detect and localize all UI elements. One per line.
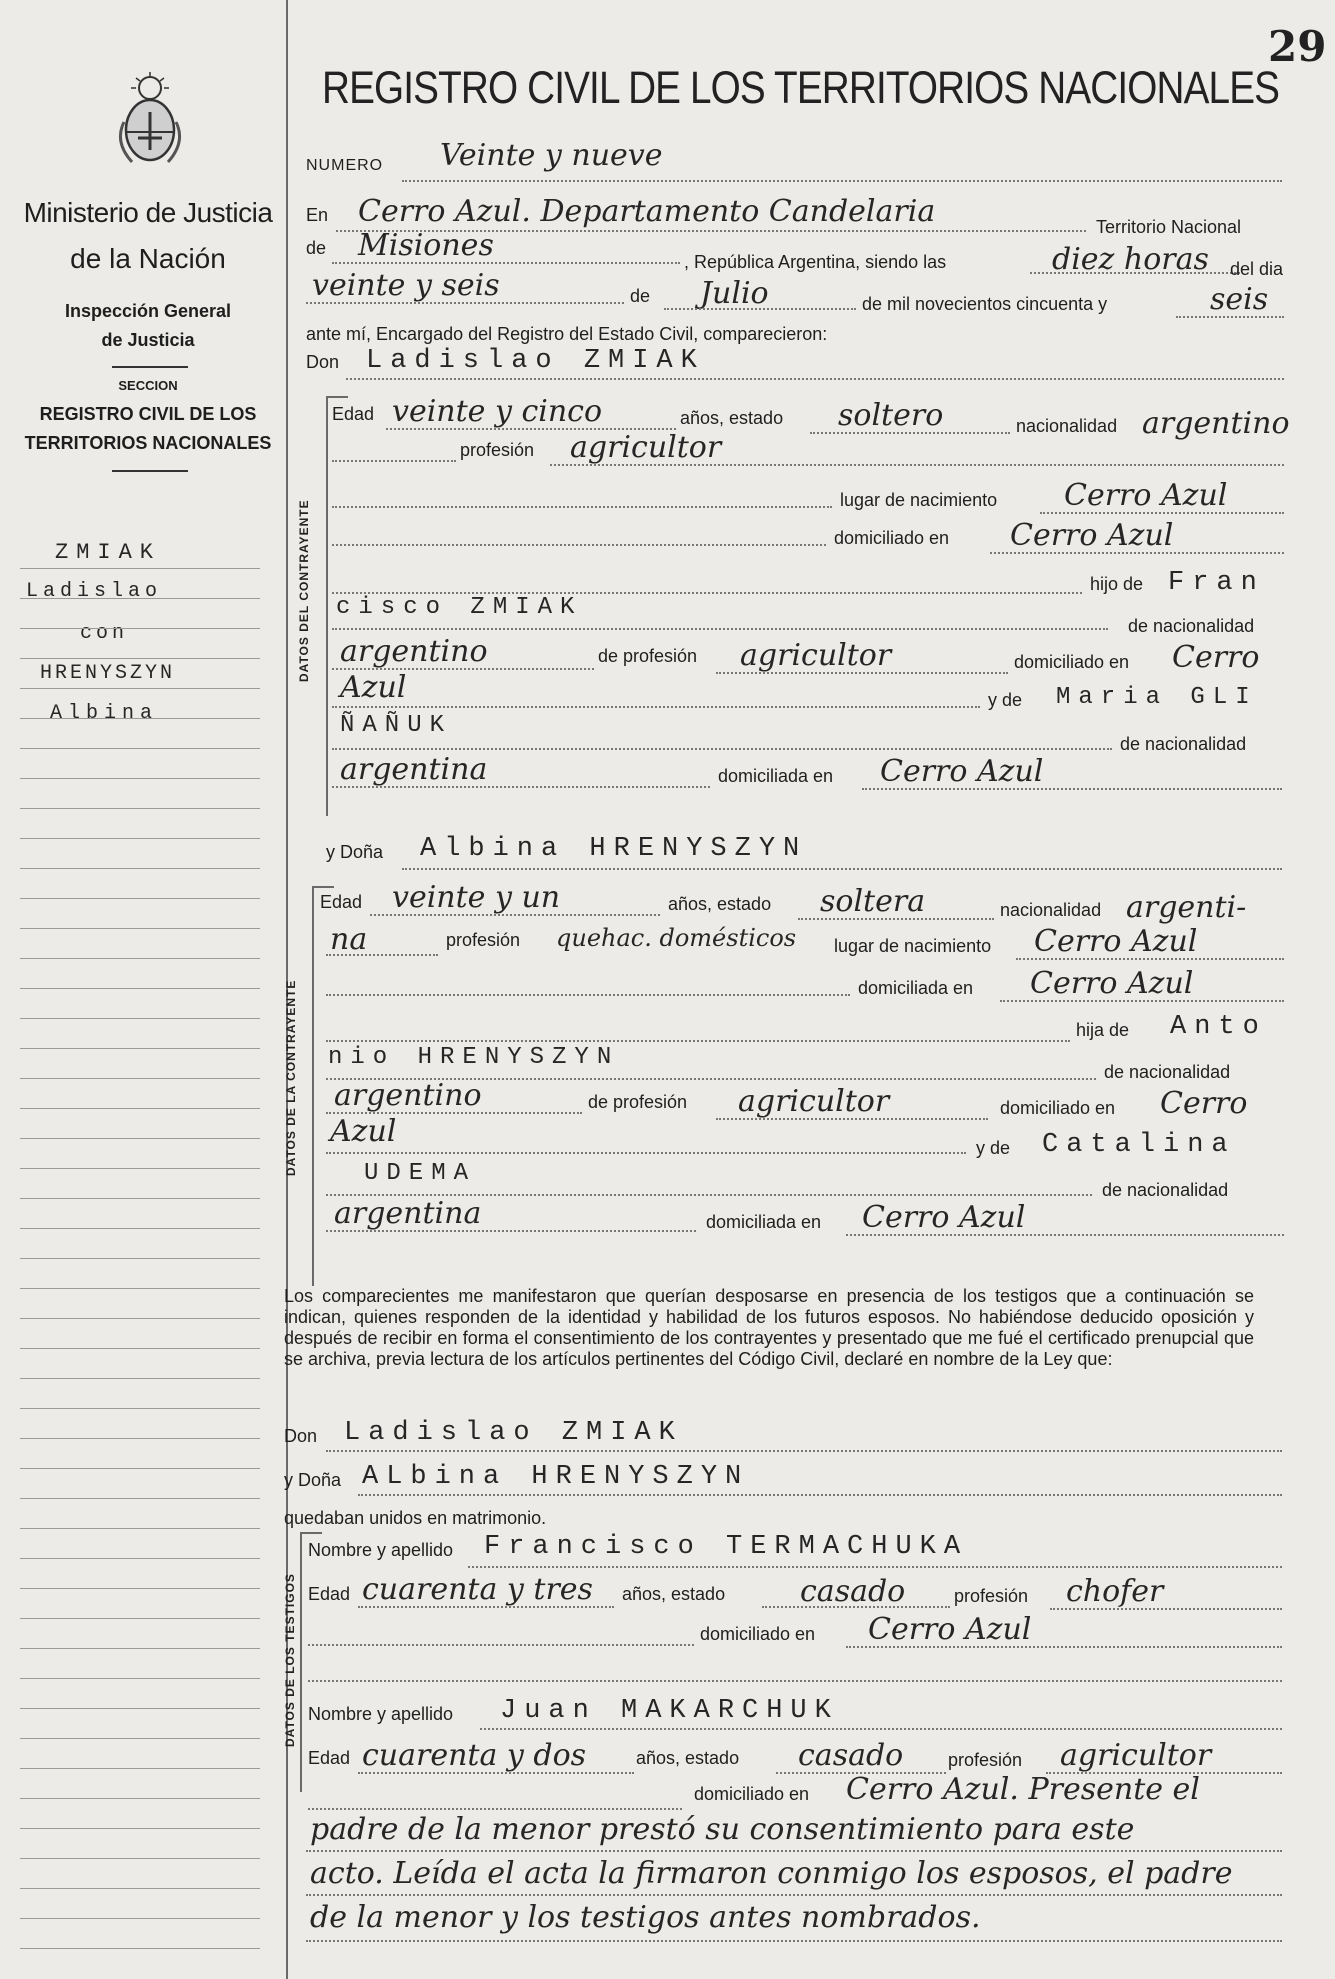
- margin-note-firstname: Ladislao: [26, 580, 163, 603]
- groom-father-name-b: cisco ZMIAK: [336, 594, 583, 621]
- groom-section-label: DATOS DEL CONTRAYENTE: [297, 499, 311, 682]
- bride-profession: quehac. domésticos: [556, 924, 797, 952]
- don2-dots: [326, 1450, 1282, 1452]
- bride-nacionalidad-label: nacionalidad: [1000, 900, 1102, 920]
- bride-block-bracket: [312, 886, 314, 1286]
- margin-ruled-line: [20, 1408, 260, 1409]
- groom-father-dom-label: domiciliado en: [1014, 652, 1130, 672]
- margin-ruled-line: [20, 1258, 260, 1259]
- bride-residence: Cerro Azul: [1030, 966, 1194, 1001]
- margin-ruled-line: [20, 808, 260, 809]
- declaration-paragraph: Los comparecientes me manifestaron que querían desposarse en presencia de los testigos que a continuación se indican, quienes responden de la identidad y habilidad de los futuros esposos. No habiéndose deducido oposición y después de recibir en forma el consentimiento de los contrayentes y presentado que me fué el certificado prenupcial que se archiva, previa lectura de los artículos pertinentes del Código Civil, declaré en nombre de la Ley que:: [284, 1286, 1254, 1369]
- territorio-label: Territorio Nacional: [1096, 217, 1242, 237]
- margin-ruled-line: [20, 838, 260, 839]
- margin-ruled-line: [20, 1378, 260, 1379]
- groom-domicilio-label: domiciliado en: [834, 528, 950, 548]
- groom-residence: Cerro Azul: [1010, 518, 1174, 553]
- margin-ruled-line: [20, 1018, 260, 1019]
- hour-dots: [1030, 272, 1240, 274]
- bride-civil-status: soltera: [820, 884, 926, 919]
- witness2-age: cuarenta y dos: [362, 1738, 587, 1773]
- margin-ruled-line: [20, 628, 260, 629]
- dona2-label: y Doña: [284, 1470, 342, 1490]
- margin-ruled-line: [20, 688, 260, 689]
- bride-father-dom-label: domiciliado en: [1000, 1098, 1116, 1118]
- witness1-estado-label: años, estado: [622, 1584, 726, 1604]
- section-title-2: TERRITORIOS NACIONALES: [24, 433, 272, 453]
- witness1-profession: chofer: [1066, 1574, 1164, 1609]
- bride-nationality-b: na: [330, 922, 368, 957]
- bride-mother-residence: Cerro Azul: [862, 1200, 1026, 1235]
- margin-ruled-line: [20, 1048, 260, 1049]
- margin-ruled-line: [20, 1468, 260, 1469]
- margin-ruled-line: [20, 1138, 260, 1139]
- groom-birthplace-dots: [1040, 512, 1284, 514]
- page-number: 29: [1268, 22, 1327, 71]
- witness1-age: cuarenta y tres: [362, 1572, 593, 1607]
- margin-ruled-line: [20, 1888, 260, 1889]
- groom-mother-label: y de: [988, 690, 1023, 710]
- margin-ruled-line: [20, 1678, 260, 1679]
- bride-father-prof-dots: [716, 1118, 988, 1120]
- witness1-prof-label: profesión: [954, 1586, 1029, 1606]
- year-label: de mil novecientos cincuenta y: [862, 294, 1108, 314]
- witness1-name: Francisco TERMACHUKA: [484, 1532, 969, 1562]
- inspection-title: Inspección General: [64, 301, 232, 321]
- groom-name-dots: [346, 378, 1284, 380]
- witness2-estado-label: años, estado: [636, 1748, 740, 1768]
- bride-mother-lead-dots: [326, 1152, 966, 1154]
- margin-ruled-line: [20, 1348, 260, 1349]
- witness-section-label: DATOS DE LOS TESTIGOS: [283, 1573, 297, 1747]
- margin-ruled-line: [20, 1288, 260, 1289]
- coat-of-arms-emblem: [112, 72, 188, 170]
- bride-father-residence-b: Azul: [330, 1114, 397, 1149]
- margin-ruled-line: [20, 778, 260, 779]
- margin-ruled-line: [20, 1948, 260, 1949]
- territory-value: Misiones: [358, 228, 494, 263]
- margin-ruled-line: [20, 1198, 260, 1199]
- bride-father-prof-label: de profesión: [588, 1092, 688, 1112]
- witness-block-top: [300, 1532, 322, 1534]
- numero-dots: [402, 180, 1282, 182]
- margin-ruled-line: [20, 1768, 260, 1769]
- margin-ruled-line: [20, 1918, 260, 1919]
- groom-profesion-label: profesión: [460, 440, 535, 460]
- margin-ruled-line: [20, 1588, 260, 1589]
- witness1-dom-label: domiciliado en: [700, 1624, 816, 1644]
- margin-note-surname-2: HRENYSZYN: [40, 662, 176, 685]
- margin-ruled-line: [20, 1228, 260, 1229]
- republica-label: , República Argentina, siendo las: [684, 252, 947, 272]
- bride-block-top: [312, 886, 334, 888]
- groom-father-residence-a: Cerro: [1172, 640, 1260, 675]
- bride-status-dots: [798, 918, 994, 920]
- bride-name: Albina HRENYSZYN: [420, 834, 808, 864]
- groom-mother-nationality: argentina: [340, 752, 488, 787]
- margin-note-surname: ZMIAK: [55, 540, 162, 565]
- year-value: seis: [1210, 282, 1269, 317]
- closing-line-2: acto. Leída el acta la firmaron conmigo los esposos, el padre: [310, 1856, 1233, 1891]
- margin-ruled-line: [20, 1108, 260, 1109]
- bride-domicilio-label: domiciliada en: [858, 978, 974, 998]
- witness2-name: Juan MAKARCHUK: [500, 1696, 839, 1726]
- ministry-title: Ministerio de Justicia: [23, 197, 273, 228]
- margin-ruled-line: [20, 1708, 260, 1709]
- margin-ruled-line: [20, 1438, 260, 1439]
- margin-ruled-line: [20, 988, 260, 989]
- bride-hija-lead-dots: [326, 1040, 1070, 1042]
- groom-mother-nac-label: de nacionalidad: [1120, 734, 1247, 754]
- margin-ruled-line: [20, 568, 260, 569]
- bride-name-declaration: ALbina HRENYSZYN: [362, 1462, 750, 1492]
- sidebar-divider-2: [112, 470, 188, 472]
- bride-mother-dom-label: domiciliada en: [706, 1212, 822, 1232]
- inspection-subtitle: de Justicia: [101, 330, 195, 350]
- don-label: Don: [306, 352, 340, 372]
- bride-father-name-a: Anto: [1170, 1012, 1267, 1042]
- groom-status-dots: [810, 432, 1010, 434]
- margin-ruled-line: [20, 1858, 260, 1859]
- groom-age: veinte y cinco: [392, 394, 603, 429]
- witness1-edad-label: Edad: [308, 1584, 351, 1604]
- groom-civil-status: soltero: [838, 398, 944, 433]
- numero-label: NUMERO: [306, 157, 384, 174]
- bride-profesion-label: profesión: [446, 930, 521, 950]
- bride-birthplace-dots: [1016, 958, 1284, 960]
- margin-ruled-line: [20, 1558, 260, 1559]
- margin-ruled-line: [20, 658, 260, 659]
- groom-father-name-a: Fran: [1168, 568, 1265, 598]
- groom-nacionalidad-label: nacionalidad: [1016, 416, 1118, 436]
- margin-note-firstname-2: Albina: [50, 702, 159, 725]
- witness1-residence: Cerro Azul: [868, 1612, 1032, 1647]
- year-dots: [1176, 316, 1284, 318]
- month-dots: [664, 308, 856, 310]
- ministry-subtitle: de la Nación: [70, 243, 226, 274]
- margin-ruled-line: [20, 1168, 260, 1169]
- bride-prof-lead-dots: [326, 954, 438, 956]
- witness2-age-dots: [358, 1772, 634, 1774]
- groom-profession: agricultor: [570, 430, 722, 465]
- groom-father-profession: agricultor: [740, 638, 892, 673]
- margin-ruled-line: [20, 1318, 260, 1319]
- dona-label: y Doña: [326, 842, 384, 862]
- closing-line-3: de la menor y los testigos antes nombrados.: [310, 1900, 981, 1935]
- sidebar-divider-1: [112, 366, 188, 368]
- witness2-edad-label: Edad: [308, 1748, 351, 1768]
- registry-header-title: REGISTRO CIVIL DE LOS TERRITORIOS NACIONALES: [322, 62, 1280, 113]
- witness1-name-dots: [468, 1566, 1282, 1568]
- territory-dots: [332, 262, 680, 264]
- numero-value: Veinte y nueve: [440, 138, 663, 173]
- groom-father-dots: [332, 628, 1108, 630]
- en-label: En: [306, 205, 329, 225]
- margin-ruled-line: [20, 1528, 260, 1529]
- groom-name: Ladislao ZMIAK: [366, 346, 705, 376]
- margin-ruled-line: [20, 1798, 260, 1799]
- bride-estado-label: años, estado: [668, 894, 772, 914]
- witness-block-bracket: [300, 1532, 302, 1792]
- bride-lugar-label: lugar de nacimiento: [834, 936, 992, 956]
- witness2-residence: Cerro Azul. Presente el: [846, 1772, 1200, 1807]
- witness1-dom-lead-dots: [308, 1644, 694, 1646]
- groom-block-bracket: [326, 396, 328, 816]
- groom-mother-residence: Cerro Azul: [880, 754, 1044, 789]
- groom-prof-dots: [550, 464, 1284, 466]
- day-value: veinte y seis: [312, 268, 500, 303]
- margin-ruled-line: [20, 1648, 260, 1649]
- margin-ruled-line: [20, 928, 260, 929]
- margin-ruled-line: [20, 748, 260, 749]
- bride-mother-name-a: Catalina: [1042, 1130, 1236, 1160]
- margin-ruled-line: [20, 1498, 260, 1499]
- section-title-1: REGISTRO CIVIL DE LOS: [39, 404, 257, 424]
- witness1-status-dots: [762, 1606, 950, 1608]
- groom-prof-lead-dots: [332, 460, 456, 462]
- closing-dots-1: [306, 1850, 1282, 1852]
- bride-father-nationality: argentino: [334, 1078, 482, 1113]
- groom-mother-lead-dots: [332, 706, 980, 708]
- margin-ruled-line: [20, 1828, 260, 1829]
- witness1-prof-dots: [1050, 1608, 1282, 1610]
- bride-mother-nationality: argentina: [334, 1196, 482, 1231]
- groom-residence-dots: [990, 552, 1284, 554]
- witness1-residence-dots: [846, 1646, 1282, 1648]
- margin-ruled-line: [20, 1738, 260, 1739]
- groom-mother-name-b: ÑAÑUK: [340, 712, 453, 739]
- groom-name-declaration: Ladislao ZMIAK: [344, 1418, 683, 1448]
- closing-dots-3: [306, 1940, 1282, 1942]
- margin-ruled-line: [20, 1078, 260, 1079]
- bride-father-nac-label: de nacionalidad: [1104, 1062, 1231, 1082]
- margin-ruled-line: [20, 898, 260, 899]
- witness2-prof-label: profesión: [948, 1750, 1023, 1770]
- bride-age-dots: [370, 914, 660, 916]
- bride-hija-label: hija de: [1076, 1020, 1130, 1040]
- margin-ruled-line: [20, 868, 260, 869]
- witness2-dom-label: domiciliado en: [694, 1784, 810, 1804]
- margin-note-con: con: [80, 622, 129, 645]
- margin-ruled-line: [20, 598, 260, 599]
- bride-mother-nac-dots: [326, 1230, 696, 1232]
- witness2-dom-lead-dots: [308, 1808, 682, 1810]
- bride-edad-label: Edad: [320, 892, 363, 912]
- witness1-age-dots: [358, 1606, 614, 1608]
- margin-ruled-line: [20, 958, 260, 959]
- groom-mother-dom-label: domiciliada en: [718, 766, 834, 786]
- hour-value: diez horas: [1052, 242, 1209, 277]
- groom-mother-res-dots: [862, 788, 1282, 790]
- groom-birthplace: Cerro Azul: [1064, 478, 1228, 513]
- bride-father-name-b: nio HRENYSZYN: [328, 1044, 620, 1071]
- dona2-dots: [358, 1494, 1282, 1496]
- groom-father-residence-b: Azul: [340, 670, 407, 705]
- bride-father-profession: agricultor: [738, 1084, 890, 1119]
- groom-block-top: [326, 396, 348, 398]
- bride-nationality-a: argenti-: [1126, 890, 1247, 925]
- groom-lugar-lead-dots: [332, 506, 832, 508]
- groom-father-nationality: argentino: [340, 634, 488, 669]
- witness2-name-dots: [480, 1728, 1282, 1730]
- del-dia-label: del dia: [1230, 259, 1284, 279]
- witness1-nombre-label: Nombre y apellido: [308, 1540, 454, 1560]
- groom-father-nac-label: de nacionalidad: [1128, 616, 1255, 636]
- bride-dom-lead-dots: [326, 994, 850, 996]
- groom-estado-label: años, estado: [680, 408, 784, 428]
- groom-edad-label: Edad: [332, 404, 375, 424]
- month-de-label: de: [630, 286, 651, 306]
- section-label: SECCION: [118, 378, 178, 393]
- bride-section-label: DATOS DE LA CONTRAYENTE: [284, 979, 298, 1176]
- bride-father-residence-a: Cerro: [1160, 1086, 1248, 1121]
- matrimony-statement: quedaban unidos en matrimonio.: [284, 1508, 547, 1528]
- bride-mother-res-dots: [846, 1234, 1284, 1236]
- bride-mother-nac-label: de nacionalidad: [1102, 1180, 1229, 1200]
- groom-father-prof-label: de profesión: [598, 646, 698, 666]
- day-dots: [306, 302, 624, 304]
- groom-father-prof-dots: [716, 672, 1008, 674]
- bride-mother-label: y de: [976, 1138, 1011, 1158]
- witness1-civil-status: casado: [800, 1574, 906, 1609]
- witness2-civil-status: casado: [798, 1738, 904, 1773]
- ante-mi-text: ante mí, Encargado del Registro del Estado Civil, comparecieron:: [306, 324, 828, 344]
- closing-line-1: padre de la menor prestó su consentimiento para este: [310, 1812, 1135, 1847]
- groom-mother-dots: [332, 748, 1112, 750]
- witness2-profession: agricultor: [1060, 1738, 1212, 1773]
- witness-separator-dots: [308, 1680, 1282, 1682]
- don2-label: Don: [284, 1426, 318, 1446]
- groom-lugar-label: lugar de nacimiento: [840, 490, 998, 510]
- groom-mother-name-a: Maria GLI: [1056, 684, 1258, 711]
- bride-name-dots: [402, 868, 1282, 870]
- groom-nationality: argentino: [1142, 406, 1290, 441]
- month-value: Julio: [700, 276, 769, 311]
- margin-ruled-line: [20, 1618, 260, 1619]
- groom-mother-nac-dots: [332, 786, 710, 788]
- groom-hijo-label: hijo de: [1090, 574, 1144, 594]
- de-label: de: [306, 238, 327, 258]
- locality-value: Cerro Azul. Departamento Candelaria: [358, 194, 936, 229]
- bride-birthplace: Cerro Azul: [1034, 924, 1198, 959]
- groom-dom-lead-dots: [332, 544, 826, 546]
- bride-mother-name-b: UDEMA: [364, 1160, 477, 1187]
- witness2-nombre-label: Nombre y apellido: [308, 1704, 454, 1724]
- margin-ruled-line: [20, 718, 260, 719]
- bride-age: veinte y un: [392, 880, 561, 915]
- closing-dots-2: [306, 1894, 1282, 1896]
- bride-residence-dots: [1000, 1000, 1284, 1002]
